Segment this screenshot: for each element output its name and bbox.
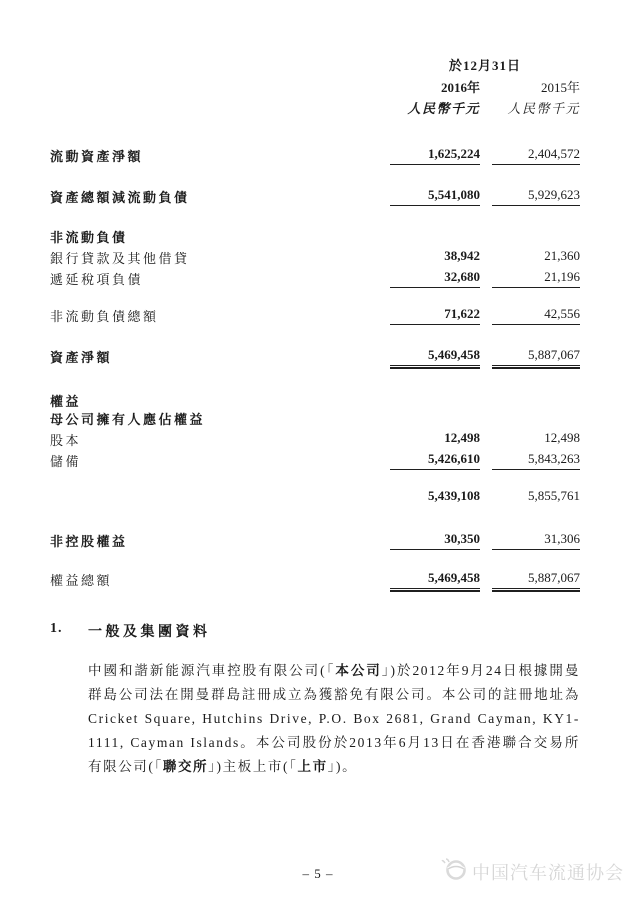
note-paragraph: 中國和諧新能源汽車控股有限公司(「本公司」)於2012年9月24日根據開曼群島公司法在開曼群島註冊成立為獲豁免有限公司。本公司的註冊地址為Cricket Square, Hutchins Drive, P.O. Box 2681, Grand Cayman, KY1-1111, Cayman Islands。本公司股份於2013年6月13日在香港聯合交易所有限公司(「聯交所」)主板上市(「上市」)。 (88, 663, 580, 774)
header-year-2015: 2015年 (540, 80, 580, 95)
header-date: 於12月31日 (448, 58, 521, 73)
row-share-capital: 股本 12,498 12,498 (50, 430, 580, 448)
watermark (441, 857, 624, 886)
financial-statement (50, 58, 580, 779)
row-deferred-tax-liabilities: 遞延稅項負債 32,680 21,196 (50, 269, 580, 287)
section-equity-attributable-to-owners: 母公司擁有人應佔權益 (50, 412, 206, 427)
row-non-controlling-interests: 非控股權益 30,350 31,306 (50, 531, 580, 549)
header-unit-row (50, 101, 580, 120)
row-reserves: 儲備 5,426,610 5,843,263 (50, 451, 580, 469)
watermark-text: 中国汽车流通协会 (472, 862, 624, 883)
note-title: 一般及集團資料 (88, 625, 211, 640)
header-year-row (50, 80, 580, 99)
row-total-assets-less-current-liabilities: 資產總額減流動負債 5,541,080 5,929,623 (50, 187, 580, 205)
page-number: – 5 – (302, 866, 334, 881)
section-non-current-liabilities: 非流動負債 (50, 230, 128, 245)
row-total-non-current-liabilities: 非流動負債總額 71,622 42,556 (50, 306, 580, 324)
header-date-row (50, 58, 580, 73)
row-bank-loans-and-other-borrowings: 銀行貸款及其他借貸 38,942 21,360 (50, 248, 580, 266)
row-net-current-assets: 流動資產淨額 1,625,224 2,404,572 (50, 146, 580, 164)
note-heading (50, 621, 580, 641)
header-unit-2016: 人民幣千元 (407, 101, 480, 116)
note-number: 1. (50, 621, 63, 636)
header-unit-2015: 人民幣千元 (507, 101, 580, 116)
row-total-equity: 權益總額 5,469,458 5,887,067 (50, 570, 580, 588)
association-logo-icon (441, 857, 468, 886)
note-section (50, 621, 580, 779)
row-net-assets: 資產淨額 5,469,458 5,887,067 (50, 347, 580, 365)
header-year-2016: 2016年 (440, 80, 480, 95)
section-equity: 權益 (50, 394, 82, 409)
row-equity-subtotal: 5,439,108 5,855,761 (428, 488, 580, 503)
